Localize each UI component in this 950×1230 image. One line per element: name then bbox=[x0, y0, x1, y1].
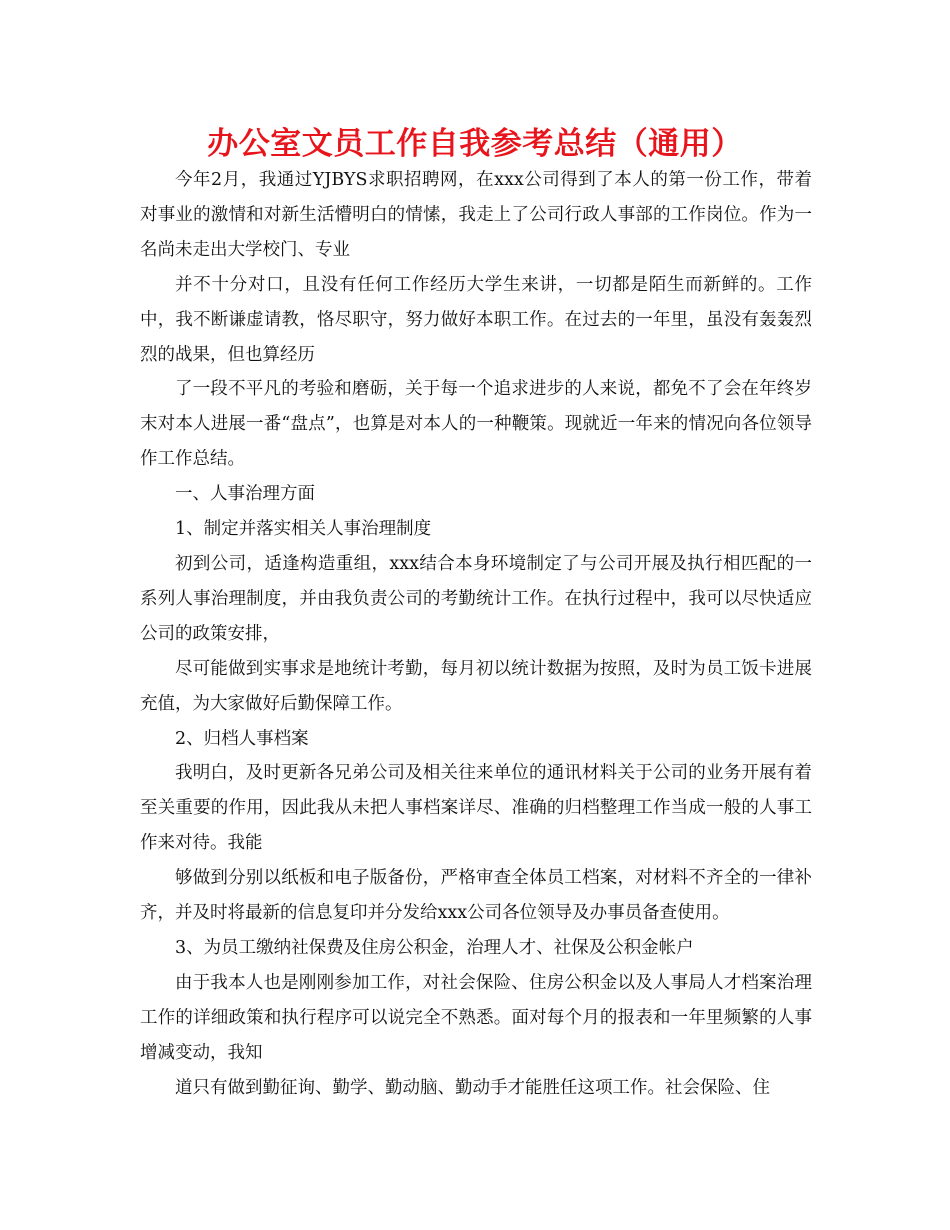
paragraph: 初到公司，适逢构造重组，xxx结合本身环境制定了与公司开展及执行相匹配的一系列人事治理制度，并由我负责公司的考勤统计工作。在执行过程中，我可以尽快适应公司的政策安排， bbox=[140, 553, 812, 644]
document-body bbox=[140, 163, 812, 1105]
paragraph: 道只有做到勤征询、勤学、勤动脑、勤动手才能胜任这项工作。社会保险、住 bbox=[175, 1077, 770, 1098]
paragraph: 够做到分别以纸板和电子版备份，严格审查全体员工档案，对材料不齐全的一律补齐，并及时将最新的信息复印并分发给xxx公司各位领导及办事员备查使用。 bbox=[140, 868, 812, 924]
paragraph: 了一段不平凡的考验和磨砺，关于每一个追求进步的人来说，都免不了会在年终岁末对本人进展一番“盘点”，也算是对本人的一种鞭策。现就近一年来的情况向各位领导作工作总结。 bbox=[140, 379, 812, 470]
subsection-heading: 2、归档人事档案 bbox=[175, 728, 309, 749]
section-heading: 一、人事治理方面 bbox=[175, 484, 315, 505]
document-title: 办公室文员工作自我参考总结（通用） bbox=[207, 126, 743, 162]
paragraph: 今年2月，我通过YJBYS求职招聘网，在xxx公司得到了本人的第一份工作，带着对事业的激情和对新生活懵明白的情愫，我走上了公司行政人事部的工作岗位。作为一名尚未走出大学校门、专业 bbox=[140, 170, 812, 260]
subsection-heading: 1、制定并落实相关人事治理制度 bbox=[175, 519, 432, 540]
subsection-heading: 3、为员工缴纳社保费及住房公积金，治理人才、社保及公积金帐户 bbox=[175, 937, 694, 958]
paragraph: 由于我本人也是刚刚参加工作，对社会保险、住房公积金以及人事局人才档案治理工作的详细政策和执行程序可以说完全不熟悉。面对每个月的报表和一年里频繁的人事增减变动，我知 bbox=[140, 972, 812, 1063]
paragraph: 我明白，及时更新各兄弟公司及相关往来单位的通讯材料关于公司的业务开展有着至关重要的作用，因此我从未把人事档案详尽、准确的归档整理工作当成一般的人事工作来对待。我能 bbox=[140, 763, 812, 854]
paragraph: 尽可能做到实事求是地统计考勤，每月初以统计数据为按照，及时为员工饭卡进展充值，为大家做好后勤保障工作。 bbox=[140, 658, 812, 714]
paragraph: 并不十分对口，且没有任何工作经历大学生来讲，一切都是陌生而新鲜的。工作中，我不断谦虚请教，恪尽职守，努力做好本职工作。在过去的一年里，虽没有轰轰烈烈的战果，但也算经历 bbox=[140, 274, 812, 365]
